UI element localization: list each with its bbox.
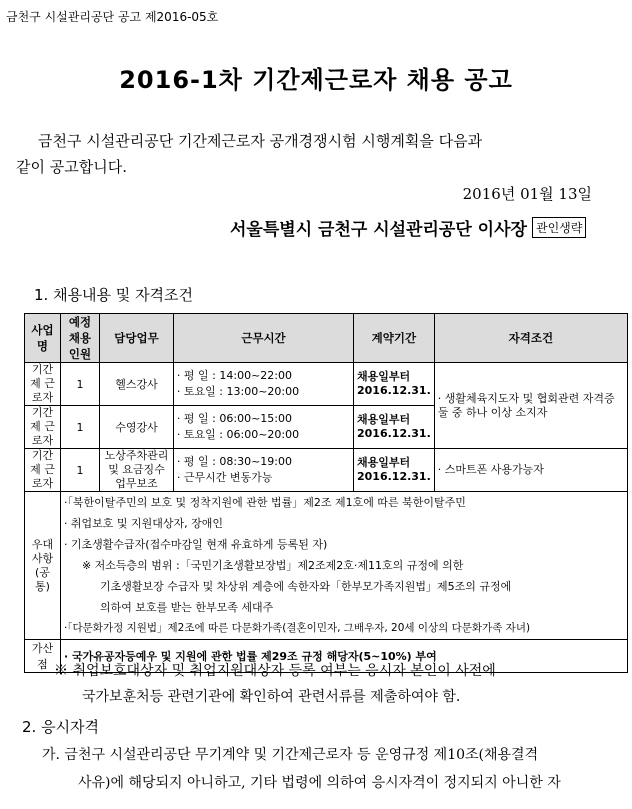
- preference-line: 의하여 보호를 받는 한부모족 세대주: [99, 601, 274, 614]
- header-qualification: 자격조건: [434, 314, 627, 363]
- row-category: 기간제 근로자: [25, 406, 61, 449]
- intro-line-1: 금천구 시설관리공단 기간제근로자 공개경쟁시험 시행계획을 다음과: [38, 132, 483, 150]
- contract-end: 2016.12.31.: [357, 470, 431, 483]
- row-count: 1: [60, 406, 99, 449]
- preference-line: · 취업보호 및 지원대상자, 장애인: [63, 517, 224, 530]
- row-hours: [173, 449, 353, 492]
- row-count: 1: [60, 449, 99, 492]
- contract-end: 2016.12.31.: [357, 427, 431, 440]
- section-2-heading: 2. 응시자격: [22, 718, 100, 736]
- row-hours: [173, 363, 353, 406]
- recruitment-table: [24, 313, 628, 673]
- row-hours: [173, 406, 353, 449]
- contract-start: 채용일부터: [357, 370, 411, 383]
- contract-start: 채용일부터: [357, 413, 411, 426]
- qualification-line-2: 사유)에 해당되지 아니하고, 기타 법령에 의하여 응시자격이 정지되지 아니한 자: [78, 775, 561, 791]
- hours-weekday: · 평 일 : 14:00~22:00: [176, 369, 292, 382]
- hours-saturday: · 토요일 : 06:00~20:00: [176, 428, 300, 441]
- seal-omitted-box: 관인생략: [532, 217, 586, 238]
- row-count: 1: [60, 363, 99, 406]
- hours-saturday: · 토요일 : 13:00~20:00: [176, 385, 300, 398]
- notice-date: 2016년 01월 13일: [462, 185, 592, 203]
- row-contract: [354, 449, 435, 492]
- note-line-2: 국가보훈처등 관련기관에 확인하여 관련서류를 제출하여야 함.: [82, 689, 461, 705]
- hours-weekday: · 평 일 : 08:30~19:00: [176, 455, 292, 468]
- qualification-cell: · 스마트폰 사용가능자: [434, 449, 627, 492]
- row-category: 기간제 근로자: [25, 363, 61, 406]
- row-duty: 수영강사: [100, 406, 174, 449]
- header-contract: 계약기간: [354, 314, 435, 363]
- hours-weekday: · 평 일 : 06:00~15:00: [176, 412, 292, 425]
- contract-end: 2016.12.31.: [357, 384, 431, 397]
- row-contract: [354, 406, 435, 449]
- row-duty: 노상주차관리 및 요금징수 업무보조: [100, 449, 174, 492]
- bonus-label: 가산점: [25, 640, 61, 673]
- issuer: 서울특별시 금천구 시설관리공단 이사장: [230, 220, 527, 240]
- preference-content: [60, 492, 627, 640]
- preference-label: 우대 사항 (공통): [25, 492, 61, 640]
- table-header-row: [25, 314, 628, 363]
- header-count: 예정채용 인원: [60, 314, 99, 363]
- row-duty: 헬스강사: [100, 363, 174, 406]
- header-duty: 담당업무: [100, 314, 174, 363]
- page-title: 2016-1차 기간제근로자 채용 공고: [119, 66, 513, 94]
- section-1-heading: 1. 채용내용 및 자격조건: [34, 286, 194, 304]
- row-contract: [354, 363, 435, 406]
- header-business: 사업명: [25, 314, 61, 363]
- hours-note: · 근무시간 변동가능: [176, 471, 273, 484]
- notice-number: 금천구 시설관리공단 공고 제2016-05호: [6, 10, 219, 24]
- qualification-cell: · 생활체육지도자 및 협회관련 자격증 둘 중 하나 이상 소지자: [434, 363, 627, 449]
- table-row: [25, 363, 628, 406]
- table-row: [25, 449, 628, 492]
- contract-start: 채용일부터: [357, 456, 411, 469]
- preference-line: ·「다문화가정 지원법」제2조에 따른 다문화가족(결혼이민자, 그배우자, 20세 이상의 다문화가족 자녀): [63, 622, 531, 634]
- preference-row: [25, 492, 628, 640]
- preference-line: ※ 저소득층의 범위 :「국민기초생활보장법」제2조제2호·제11호의 규정에 의한: [81, 559, 464, 572]
- preference-line: ·「북한이탈주민의 보호 및 정착지원에 관한 법률」제2조 제1호에 따른 북한이탈주민: [63, 496, 466, 509]
- bonus-content: · 국가유공자등예우 및 지원에 관한 법률 제29조 규정 해당자(5~10%) 부여: [60, 640, 627, 673]
- header-hours: 근무시간: [173, 314, 353, 363]
- note-line-1: ※ 취업보호대상자 및 취업지원대상자 등록 여부는 응시자 본인이 사전에: [54, 663, 496, 679]
- qualification-line-1: 가. 금천구 시설관리공단 무기계약 및 기간제근로자 등 운영규정 제10조(채용결격: [42, 747, 539, 763]
- preference-line: 기초생활보장 수급자 및 차상위 계층에 속한자와「한부모가족지원법」제5조의 규정에: [99, 580, 512, 593]
- intro-line-2: 같이 공고합니다.: [16, 158, 127, 176]
- row-category: 기간제 근로자: [25, 449, 61, 492]
- preference-line: · 기초생활수급자(접수마감일 현재 유효하게 등록된 자): [63, 538, 328, 551]
